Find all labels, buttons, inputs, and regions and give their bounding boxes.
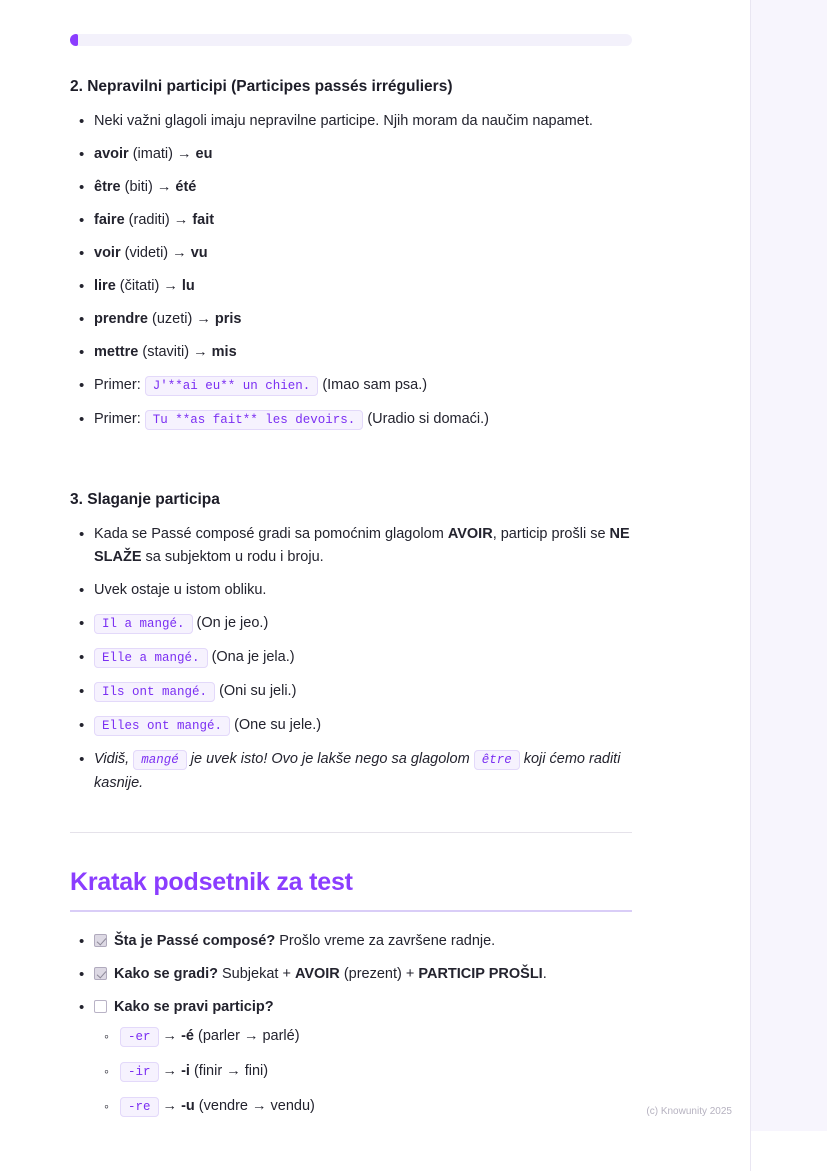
sub-list-item: ◦ -er → -é (parler → parlé) <box>94 1025 670 1048</box>
progress-bar <box>70 34 632 46</box>
list-item: • faire (raditi) → fait <box>70 209 632 232</box>
list-item-example: • Elles ont mangé. (One su jele.) <box>70 714 632 738</box>
list-item-example: • Primer: Tu **as fait** les devoirs. (Uradio si domaći.) <box>70 408 632 432</box>
code-snippet: être <box>474 750 520 770</box>
list-item-note: • Vidiš, mangé je uvek isto! Ovo je lakše nego sa glagolom être koji ćemo raditi kasnije. <box>70 748 632 795</box>
section-divider <box>70 832 632 833</box>
sub-list-item: ◦ -ir → -i (finir → fini) <box>94 1060 670 1083</box>
sub-list-item: ◦ -re → -u (vendre → vendu) <box>94 1095 670 1118</box>
section-heading-irregular-participles: 2. Nepravilni participi (Participes passés irréguliers) <box>70 78 453 95</box>
code-snippet: Ils ont mangé. <box>94 682 215 702</box>
list-item: • Kada se Passé composé gradi sa pomoćnim glagolom AVOIR, particip prošli se NE SLAŽE sa subjektom u rodu i broju. <box>70 523 632 569</box>
arrow-icon: → <box>162 1028 178 1044</box>
arrow-icon: → <box>177 146 192 162</box>
list-item: • être (biti) → été <box>70 176 632 199</box>
progress-bar-fill <box>70 34 78 46</box>
participle-agreement-list <box>70 523 632 805</box>
code-snippet: Il a mangé. <box>94 614 193 634</box>
checkbox-icon[interactable] <box>94 967 107 980</box>
list-item: • lire (čitati) → lu <box>70 275 632 298</box>
arrow-icon: → <box>162 1063 178 1079</box>
list-item: • Neki važni glagoli imaju nepravilne participe. Njih moram da naučim napamet. <box>70 110 632 133</box>
list-item-example: • Primer: J'**ai eu** un chien. (Imao sam psa.) <box>70 374 632 398</box>
code-snippet: -ir <box>120 1062 159 1082</box>
list-item: • mettre (staviti) → mis <box>70 341 632 364</box>
list-item-example: • Ils ont mangé. (Oni su jeli.) <box>70 680 632 704</box>
code-snippet: Tu **as fait** les devoirs. <box>145 410 364 430</box>
arrow-icon: → <box>196 311 211 327</box>
list-item-example: • Elle a mangé. (Ona je jela.) <box>70 646 632 670</box>
arrow-icon: → <box>172 245 187 261</box>
list-item-checkbox[interactable]: • Šta je Passé composé? Prošlo vreme za završene radnje. <box>70 930 670 953</box>
arrow-icon: → <box>163 278 178 294</box>
code-snippet: J'**ai eu** un chien. <box>145 376 319 396</box>
irregular-participles-list <box>70 110 632 442</box>
list-item: • voir (videti) → vu <box>70 242 632 265</box>
list-item: • avoir (imati) → eu <box>70 143 632 166</box>
section-heading-participle-agreement: 3. Slaganje participa <box>70 491 220 508</box>
title-underline <box>70 910 632 912</box>
participle-endings-list <box>94 1025 670 1118</box>
code-snippet: -re <box>120 1097 159 1117</box>
scroll-rail[interactable] <box>750 0 828 1171</box>
scroll-rail-track[interactable] <box>751 0 827 1131</box>
list-item-checkbox[interactable]: • Kako se gradi? Subjekat + AVOIR (prezent) + PARTICIP PROŠLI. <box>70 963 670 986</box>
list-item: • prendre (uzeti) → pris <box>70 308 632 331</box>
arrow-icon: → <box>156 179 172 195</box>
summary-checklist <box>70 930 670 1130</box>
page-title-summary: Kratak podsetnik za test <box>70 868 353 896</box>
code-snippet: mangé <box>133 750 187 770</box>
code-snippet: -er <box>120 1027 159 1047</box>
list-item-example: • Il a mangé. (On je jeo.) <box>70 612 632 636</box>
checkbox-icon[interactable] <box>94 934 107 947</box>
copyright-footer: (c) Knowunity 2025 <box>646 1106 732 1117</box>
arrow-icon: → <box>162 1098 178 1114</box>
list-item: • Uvek ostaje u istom obliku. <box>70 579 632 602</box>
code-snippet: Elle a mangé. <box>94 648 208 668</box>
checkbox-icon[interactable] <box>94 1000 107 1013</box>
arrow-icon: → <box>173 212 189 228</box>
arrow-icon: → <box>193 344 208 360</box>
code-snippet: Elles ont mangé. <box>94 716 230 736</box>
list-item-checkbox[interactable]: • Kako se pravi particip? ◦ -er → -é (parler → parlé) ◦ -ir → -i (finir → fini) ◦ -re → -u (vendre → vendu) <box>70 996 670 1118</box>
